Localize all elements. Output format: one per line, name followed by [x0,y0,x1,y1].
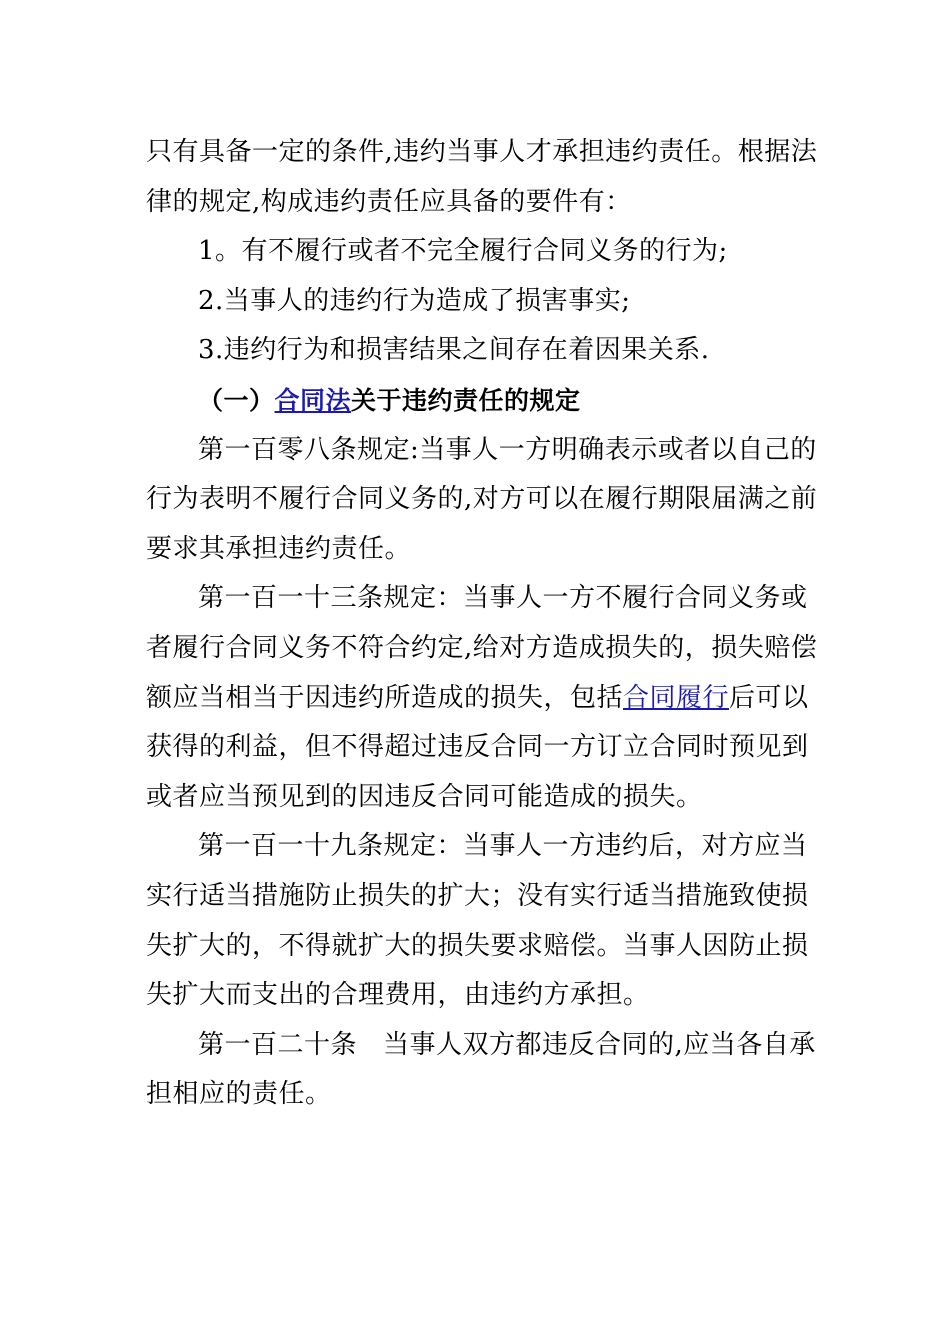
contract-law-link[interactable]: 合同法 [274,385,352,415]
intro-line-1: 只有具备一定的条件,违约当事人才承担违约责任。根据法 [146,137,818,167]
article-113-line-4: 获得的利益，但不得超过违反合同一方订立合同时预见到 [146,732,809,763]
article-113-line-5: 或者应当预见到的因违反合同可能造成的损失。 [146,781,703,812]
article-113-line-3-before: 额应当相当于因违约所造成的损失，包括 [146,682,624,713]
article-113-line-3-after: 后可以 [729,682,809,713]
article-119-line-4: 失扩大而支出的合理费用，由违约方承担。 [146,980,650,1011]
requirement-item-1: 1。有不履行或者不完全履行合同义务的行为; [198,236,728,267]
article-120-line-1 [146,1021,816,1071]
intro-line-2: 律的规定,构成违约责任应具备的要件有： [146,186,632,217]
article-119-line-2: 实行适当措施防止损失的扩大；没有实行适当措施致使损 [146,880,809,911]
article-108-line-3: 要求其承担违约责任。 [146,533,412,564]
section-heading-prefix: （一） [198,385,275,415]
section-heading-suffix: 关于违约责任的规定 [351,385,581,415]
article-113-line-2: 者履行合同义务不符合约定,给对方造成损失的，损失赔偿 [146,632,818,663]
article-120-line-2: 担相应的责任。 [146,1079,332,1110]
document-body [146,128,818,1120]
article-119-line-1: 第一百一十九条规定：当事人一方违约后，对方应当 [198,831,808,862]
requirement-item-2: 2.当事人的违约行为造成了损害事实; [198,285,631,316]
article-108-line-2: 行为表明不履行合同义务的,对方可以在履行期限届满之前 [146,484,818,515]
requirement-item-3: 3.违约行为和损害结果之间存在着因果关系. [198,335,710,366]
article-119-line-3: 失扩大的，不得就扩大的损失要求赔偿。当事人因防止损 [146,930,809,961]
article-120-text: 当事人双方都违反合同的,应当各自承 [383,1029,816,1060]
article-120-label: 第一百二十条 [198,1029,358,1060]
article-113-line-3 [146,674,809,724]
article-113-line-1: 第一百一十三条规定：当事人一方不履行合同义务或 [198,583,808,614]
contract-performance-link[interactable]: 合同履行 [623,682,730,713]
section-heading [146,376,806,426]
article-108-line-1: 第一百零八条规定:当事人一方明确表示或者以自己的 [198,434,817,465]
